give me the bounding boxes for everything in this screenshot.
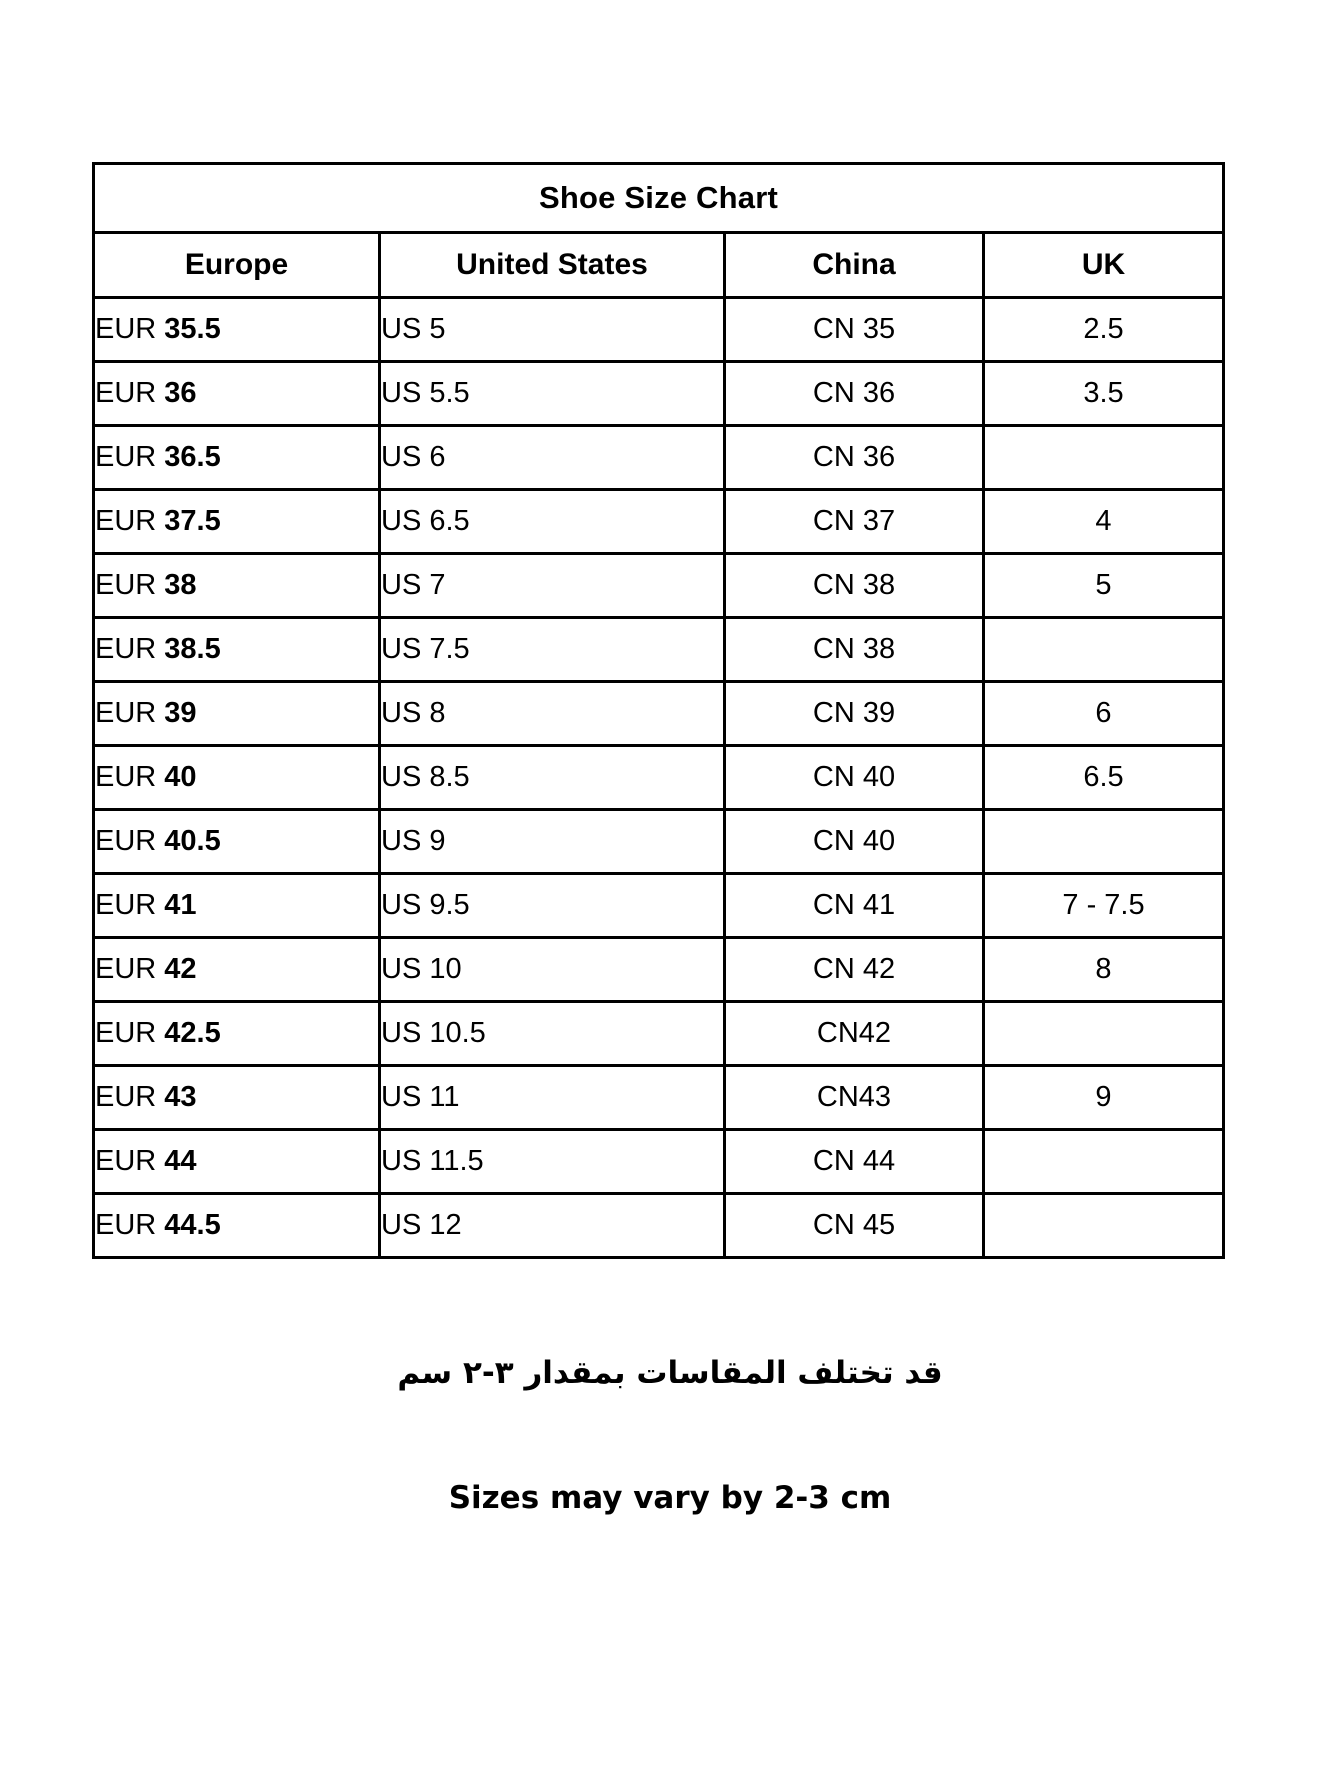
cell-europe: [94, 554, 380, 618]
cell-china: CN 35: [725, 298, 984, 362]
europe-prefix: EUR: [95, 1081, 157, 1113]
cell-china: CN 42: [725, 938, 984, 1002]
column-header-china: China: [725, 233, 984, 298]
cell-united-states: US 7.5: [380, 618, 725, 682]
table-row: [94, 554, 1224, 618]
cell-europe: [94, 1130, 380, 1194]
cell-europe: [94, 874, 380, 938]
table-row: [94, 618, 1224, 682]
cell-united-states: US 11: [380, 1066, 725, 1130]
cell-europe: [94, 1066, 380, 1130]
column-header-uk: UK: [984, 233, 1224, 298]
cell-china: CN 44: [725, 1130, 984, 1194]
europe-value: 40: [164, 761, 197, 793]
table-row: [94, 1066, 1224, 1130]
shoe-size-chart: [92, 162, 1222, 1259]
europe-prefix: EUR: [95, 1145, 157, 1177]
cell-china: CN43: [725, 1066, 984, 1130]
cell-china: CN42: [725, 1002, 984, 1066]
europe-value: 35.5: [164, 313, 221, 345]
europe-prefix: EUR: [95, 569, 157, 601]
cell-europe: [94, 1194, 380, 1258]
europe-prefix: EUR: [95, 761, 157, 793]
note-arabic: قد تختلف المقاسات بمقدار ٣-٢ سم: [397, 1355, 943, 1391]
cell-china: CN 40: [725, 746, 984, 810]
europe-prefix: EUR: [95, 953, 157, 985]
cell-europe: [94, 298, 380, 362]
europe-value: 42.5: [164, 1017, 221, 1049]
table-row: [94, 874, 1224, 938]
europe-prefix: EUR: [95, 889, 157, 921]
cell-uk: [984, 1130, 1224, 1194]
cell-united-states: US 11.5: [380, 1130, 725, 1194]
cell-united-states: US 8.5: [380, 746, 725, 810]
cell-united-states: US 9: [380, 810, 725, 874]
europe-prefix: EUR: [95, 1209, 157, 1241]
chart-title: Shoe Size Chart: [94, 164, 1224, 233]
table-row: [94, 490, 1224, 554]
note-english: Sizes may vary by 2-3 cm: [448, 1480, 892, 1516]
table-row: [94, 1194, 1224, 1258]
cell-uk: [984, 426, 1224, 490]
table-row: [94, 682, 1224, 746]
cell-europe: [94, 1002, 380, 1066]
cell-uk: [984, 1194, 1224, 1258]
europe-value: 40.5: [164, 825, 221, 857]
table-body: [94, 298, 1224, 1258]
cell-europe: [94, 618, 380, 682]
table-row: [94, 1130, 1224, 1194]
europe-prefix: EUR: [95, 441, 157, 473]
table-title-row: [94, 164, 1224, 233]
cell-united-states: US 12: [380, 1194, 725, 1258]
cell-europe: [94, 426, 380, 490]
cell-united-states: US 8: [380, 682, 725, 746]
table-row: [94, 1002, 1224, 1066]
cell-uk: 6: [984, 682, 1224, 746]
cell-united-states: US 10.5: [380, 1002, 725, 1066]
europe-value: 38: [164, 569, 197, 601]
cell-europe: [94, 362, 380, 426]
cell-uk: 4: [984, 490, 1224, 554]
europe-prefix: EUR: [95, 505, 157, 537]
cell-china: CN 38: [725, 618, 984, 682]
cell-uk: [984, 618, 1224, 682]
cell-uk: 3.5: [984, 362, 1224, 426]
table-row: [94, 746, 1224, 810]
cell-europe: [94, 682, 380, 746]
table-row: [94, 426, 1224, 490]
table-row: [94, 298, 1224, 362]
europe-prefix: EUR: [95, 697, 157, 729]
europe-value: 36.5: [164, 441, 221, 473]
cell-china: CN 36: [725, 362, 984, 426]
europe-value: 39: [164, 697, 197, 729]
table-row: [94, 810, 1224, 874]
europe-value: 37.5: [164, 505, 221, 537]
cell-uk: 9: [984, 1066, 1224, 1130]
cell-china: CN 37: [725, 490, 984, 554]
europe-value: 38.5: [164, 633, 221, 665]
cell-united-states: US 9.5: [380, 874, 725, 938]
cell-china: CN 38: [725, 554, 984, 618]
table-header-row: [94, 233, 1224, 298]
europe-prefix: EUR: [95, 1017, 157, 1049]
europe-value: 43: [164, 1081, 197, 1113]
europe-prefix: EUR: [95, 633, 157, 665]
europe-value: 44: [164, 1145, 197, 1177]
cell-uk: 6.5: [984, 746, 1224, 810]
column-header-united-states: United States: [380, 233, 725, 298]
cell-europe: [94, 490, 380, 554]
cell-united-states: US 6: [380, 426, 725, 490]
table-row: [94, 938, 1224, 1002]
cell-uk: 5: [984, 554, 1224, 618]
size-chart-table: [92, 162, 1225, 1259]
cell-china: CN 45: [725, 1194, 984, 1258]
cell-europe: [94, 810, 380, 874]
table-row: [94, 362, 1224, 426]
cell-europe: [94, 746, 380, 810]
cell-europe: [94, 938, 380, 1002]
cell-china: CN 36: [725, 426, 984, 490]
europe-value: 42: [164, 953, 197, 985]
europe-prefix: EUR: [95, 313, 157, 345]
cell-uk: 2.5: [984, 298, 1224, 362]
cell-united-states: US 5.5: [380, 362, 725, 426]
europe-value: 44.5: [164, 1209, 221, 1241]
cell-united-states: US 7: [380, 554, 725, 618]
cell-uk: [984, 1002, 1224, 1066]
cell-china: CN 41: [725, 874, 984, 938]
column-header-europe: Europe: [94, 233, 380, 298]
europe-prefix: EUR: [95, 377, 157, 409]
europe-value: 36: [164, 377, 197, 409]
europe-value: 41: [164, 889, 197, 921]
europe-prefix: EUR: [95, 825, 157, 857]
cell-united-states: US 10: [380, 938, 725, 1002]
cell-uk: 8: [984, 938, 1224, 1002]
cell-china: CN 39: [725, 682, 984, 746]
cell-united-states: US 5: [380, 298, 725, 362]
cell-uk: [984, 810, 1224, 874]
cell-united-states: US 6.5: [380, 490, 725, 554]
cell-china: CN 40: [725, 810, 984, 874]
cell-uk: 7 - 7.5: [984, 874, 1224, 938]
